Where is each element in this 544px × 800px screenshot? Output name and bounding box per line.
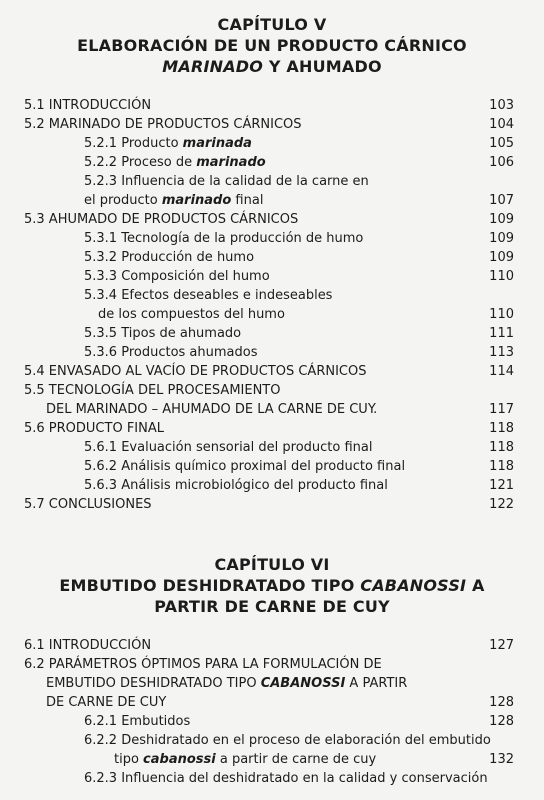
toc-entry-6-2-cont1: EMBUTIDO DESHIDRATADO TIPO CABANOSSI A PARTIR [46, 676, 408, 691]
page-number: 113 [489, 345, 514, 360]
page-number: 111 [489, 326, 514, 341]
page-number: 104 [489, 117, 514, 132]
toc-entry-5-3-5: 5.3.5 Tipos de ahumado 111 [84, 326, 514, 341]
toc-entry-5-2: 5.2 MARINADO DE PRODUCTOS CÁRNICOS 104 [24, 117, 514, 132]
page-number: 128 [489, 695, 514, 710]
chapter-6-title-line2: PARTIR DE CARNE DE CUY [154, 597, 390, 616]
chapter-5-heading [0, 14, 544, 77]
toc-entry-5-3-6: 5.3.6 Productos ahumados 113 [84, 345, 514, 360]
chapter-6-heading [0, 554, 544, 617]
page-number: 127 [489, 638, 514, 653]
page-number: 110 [489, 269, 514, 284]
page-number: 122 [489, 497, 514, 512]
chapter-6-title-italic: CABANOSSI [360, 576, 467, 595]
page-number: 117 [489, 402, 514, 417]
toc-entry-5-2-3: 5.2.3 Influencia de la calidad de la carne en [84, 174, 369, 189]
toc-entry-5-2-2: 5.2.2 Proceso de marinado 106 [84, 155, 514, 170]
toc-entry-5-3-4-cont: de los compuestos del humo 110 [98, 307, 514, 322]
toc-entry-5-4: 5.4 ENVASADO AL VACÍO DE PRODUCTOS CÁRNICOS 114 [24, 364, 514, 379]
toc-chapter-5 [0, 96, 544, 514]
page-number: 110 [489, 307, 514, 322]
page-number: 128 [489, 714, 514, 729]
page-number: 114 [489, 364, 514, 379]
chapter-5-title-italic: MARINADO [162, 57, 264, 76]
toc-entry-5-2-3-cont: el producto marinado final 107 [84, 193, 514, 208]
toc-entry-6-2-cont2: DE CARNE DE CUY 128 [46, 695, 514, 710]
page-number: 118 [489, 421, 514, 436]
toc-entry-6-2: 6.2 PARÁMETROS ÓPTIMOS PARA LA FORMULACIÓN DE [24, 657, 382, 672]
page-number: 106 [489, 155, 514, 170]
toc-entry-5-7: 5.7 CONCLUSIONES 122 [24, 497, 514, 512]
page-number: 109 [489, 212, 514, 227]
page-number: 121 [489, 478, 514, 493]
toc-entry-5-6-2: 5.6.2 Análisis químico proximal del producto final 118 [84, 459, 514, 474]
toc-entry-5-5: 5.5 TECNOLOGÍA DEL PROCESAMIENTO [24, 383, 281, 398]
page-number: 132 [489, 752, 514, 767]
chapter-5-title-rest: Y AHUMADO [263, 57, 382, 76]
toc-entry-5-6: 5.6 PRODUCTO FINAL 118 [24, 421, 514, 436]
toc-entry-6-2-2: 6.2.2 Deshidratado en el proceso de elaboración del embutido [84, 733, 491, 748]
toc-entry-5-3-3: 5.3.3 Composición del humo 110 [84, 269, 514, 284]
page-number: 118 [489, 440, 514, 455]
toc-entry-5-6-3: 5.6.3 Análisis microbiológico del producto final 121 [84, 478, 514, 493]
chapter-5-title-line2 [0, 56, 544, 77]
toc-entry-5-3-4: 5.3.4 Efectos deseables e indeseables [84, 288, 333, 303]
toc-entry-5-3-2: 5.3.2 Producción de humo 109 [84, 250, 514, 265]
page-number: 105 [489, 136, 514, 151]
toc-entry-5-1: 5.1 INTRODUCCIÓN 103 [24, 98, 514, 113]
toc-entry-5-5-cont: DEL MARINADO – AHUMADO DE LA CARNE DE CUY. 117 [46, 402, 514, 417]
page-number: 107 [489, 193, 514, 208]
page-number: 103 [489, 98, 514, 113]
chapter-6-title-line1: EMBUTIDO DESHIDRATADO TIPO CABANOSSI A [59, 576, 485, 595]
toc-entry-5-3: 5.3 AHUMADO DE PRODUCTOS CÁRNICOS 109 [24, 212, 514, 227]
chapter-5-label: CAPÍTULO V [217, 15, 327, 34]
page-number: 118 [489, 459, 514, 474]
toc-entry-5-3-1: 5.3.1 Tecnología de la producción de humo 109 [84, 231, 514, 246]
toc-entry-6-2-1: 6.2.1 Embutidos 128 [84, 714, 514, 729]
toc-entry-5-6-1: 5.6.1 Evaluación sensorial del producto final 118 [84, 440, 514, 455]
toc-chapter-6 [0, 636, 544, 788]
toc-entry-6-2-2-cont: tipo cabanossi a partir de carne de cuy 132 [114, 752, 514, 767]
chapter-5-title-line1: ELABORACIÓN DE UN PRODUCTO CÁRNICO [77, 36, 467, 55]
toc-entry-5-2-1: 5.2.1 Producto marinada 105 [84, 136, 514, 151]
page-number: 109 [489, 231, 514, 246]
chapter-6-label: CAPÍTULO VI [214, 555, 330, 574]
page-number: 109 [489, 250, 514, 265]
toc-entry-6-1: 6.1 INTRODUCCIÓN 127 [24, 638, 514, 653]
toc-entry-6-2-3: 6.2.3 Influencia del deshidratado en la calidad y conservación [84, 771, 488, 786]
